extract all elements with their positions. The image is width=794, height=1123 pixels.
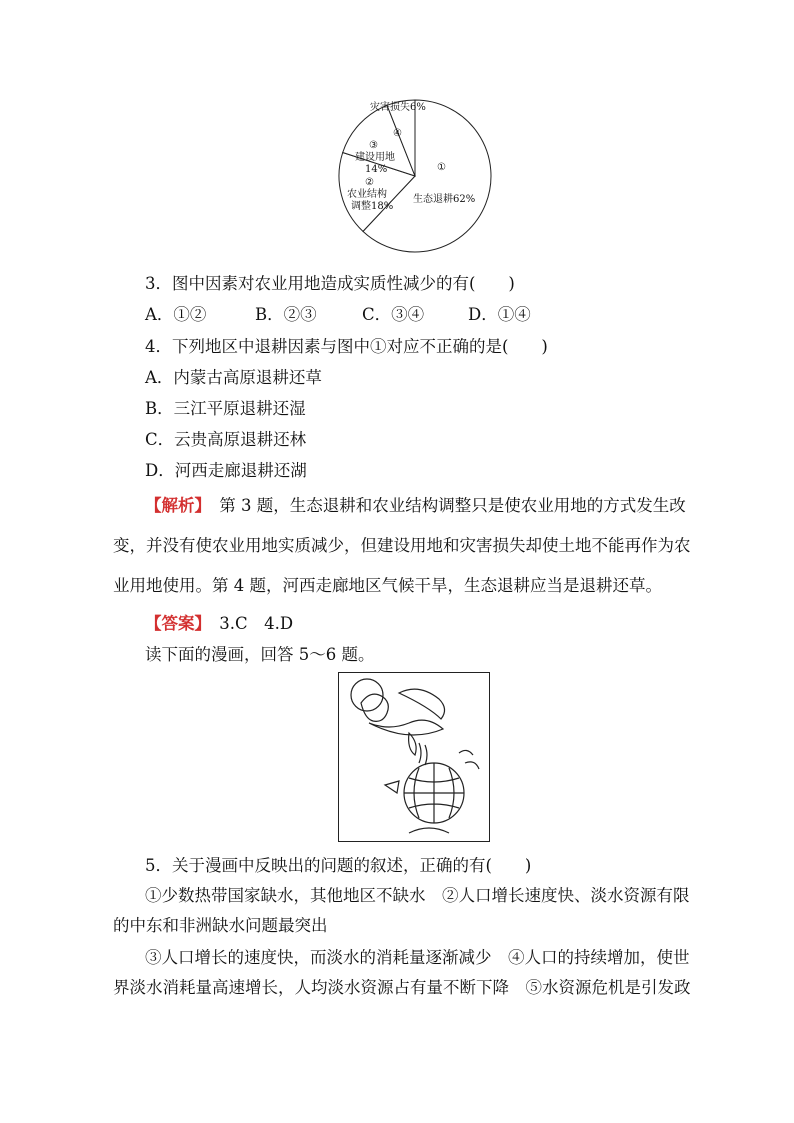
label-num4: ④ — [393, 128, 402, 139]
label-num3: ③ — [369, 140, 378, 151]
flying-scarf — [399, 689, 445, 719]
q4-option-a: A．内蒙古高原退耕还草 — [145, 368, 322, 387]
swirl-lines — [459, 750, 479, 769]
label-ag-1: 农业结构 — [347, 189, 387, 200]
figure-robe — [369, 720, 443, 735]
label-num1: ① — [437, 162, 446, 173]
label-construction-2: 14% — [365, 164, 388, 175]
comic-intro: 读下面的漫画，回答 5～6 题。 — [145, 645, 375, 664]
analysis-tag: 【解析】 — [145, 496, 203, 515]
label-disaster: 灾害损失6% — [370, 102, 426, 113]
q4-option-c: C．云贵高原退耕还林 — [145, 430, 307, 449]
comic-illustration — [338, 672, 490, 842]
comic-drawing — [339, 673, 489, 841]
answer-tag: 【答案】 — [145, 614, 203, 633]
analysis-text-1: 第 3 题，生态退耕和农业结构调整只是使农业用地的方式发生改 — [202, 496, 686, 515]
q4-stem: 4．下列地区中退耕因素与图中①对应不正确的是( ) — [145, 337, 548, 356]
q3-stem: 3．图中因素对农业用地造成实质性减少的有( ) — [145, 274, 515, 293]
figure-head — [361, 694, 388, 721]
q3-option-a: A．①② — [145, 305, 207, 324]
pie-chart — [335, 96, 495, 256]
answer-line — [145, 610, 293, 634]
water-jar — [409, 733, 417, 755]
q3-option-c: C．③④ — [362, 305, 425, 324]
q4-option-d: D．河西走廊退耕还湖 — [145, 461, 307, 480]
globe-mouth — [385, 781, 399, 793]
q5-line-1: ①少数热带国家缺水，其他地区不缺水 ②人口增长速度快、淡水资源有限 — [145, 886, 690, 905]
water-stream — [419, 743, 427, 765]
analysis-line-3: 业用地使用。第 4 题，河西走廊地区气候干旱，生态退耕应当是退耕还草。 — [113, 576, 662, 595]
q5-line-3: ③人口增长的速度快，而淡水的消耗量逐渐减少 ④人口的持续增加，使世 — [145, 948, 690, 967]
analysis-line-2: 变，并没有使农业用地实质减少，但建设用地和灾害损失却使土地不能再作为农 — [113, 536, 691, 555]
answer-text: 3.C 4.D — [202, 614, 294, 633]
q4-option-b: B．三江平原退耕还湿 — [145, 399, 306, 418]
label-eco: 生态退耕62% — [413, 194, 476, 205]
q3-option-d: D．①④ — [468, 305, 531, 324]
label-ag-2: 调整18% — [351, 201, 394, 212]
q5-line-4: 界淡水消耗量高速增长，人均淡水资源占有量不断下降 ⑤水资源危机是引发政 — [113, 978, 691, 997]
analysis-line-1 — [145, 492, 686, 516]
q3-option-b: B．②③ — [255, 305, 317, 324]
ground-line — [409, 828, 449, 833]
q5-line-2: 的中东和非洲缺水问题最突出 — [113, 916, 328, 935]
label-construction-1: 建设用地 — [355, 152, 395, 163]
label-num2: ② — [365, 177, 374, 188]
q5-stem: 5．关于漫画中反映出的问题的叙述，正确的有( ) — [145, 856, 532, 875]
